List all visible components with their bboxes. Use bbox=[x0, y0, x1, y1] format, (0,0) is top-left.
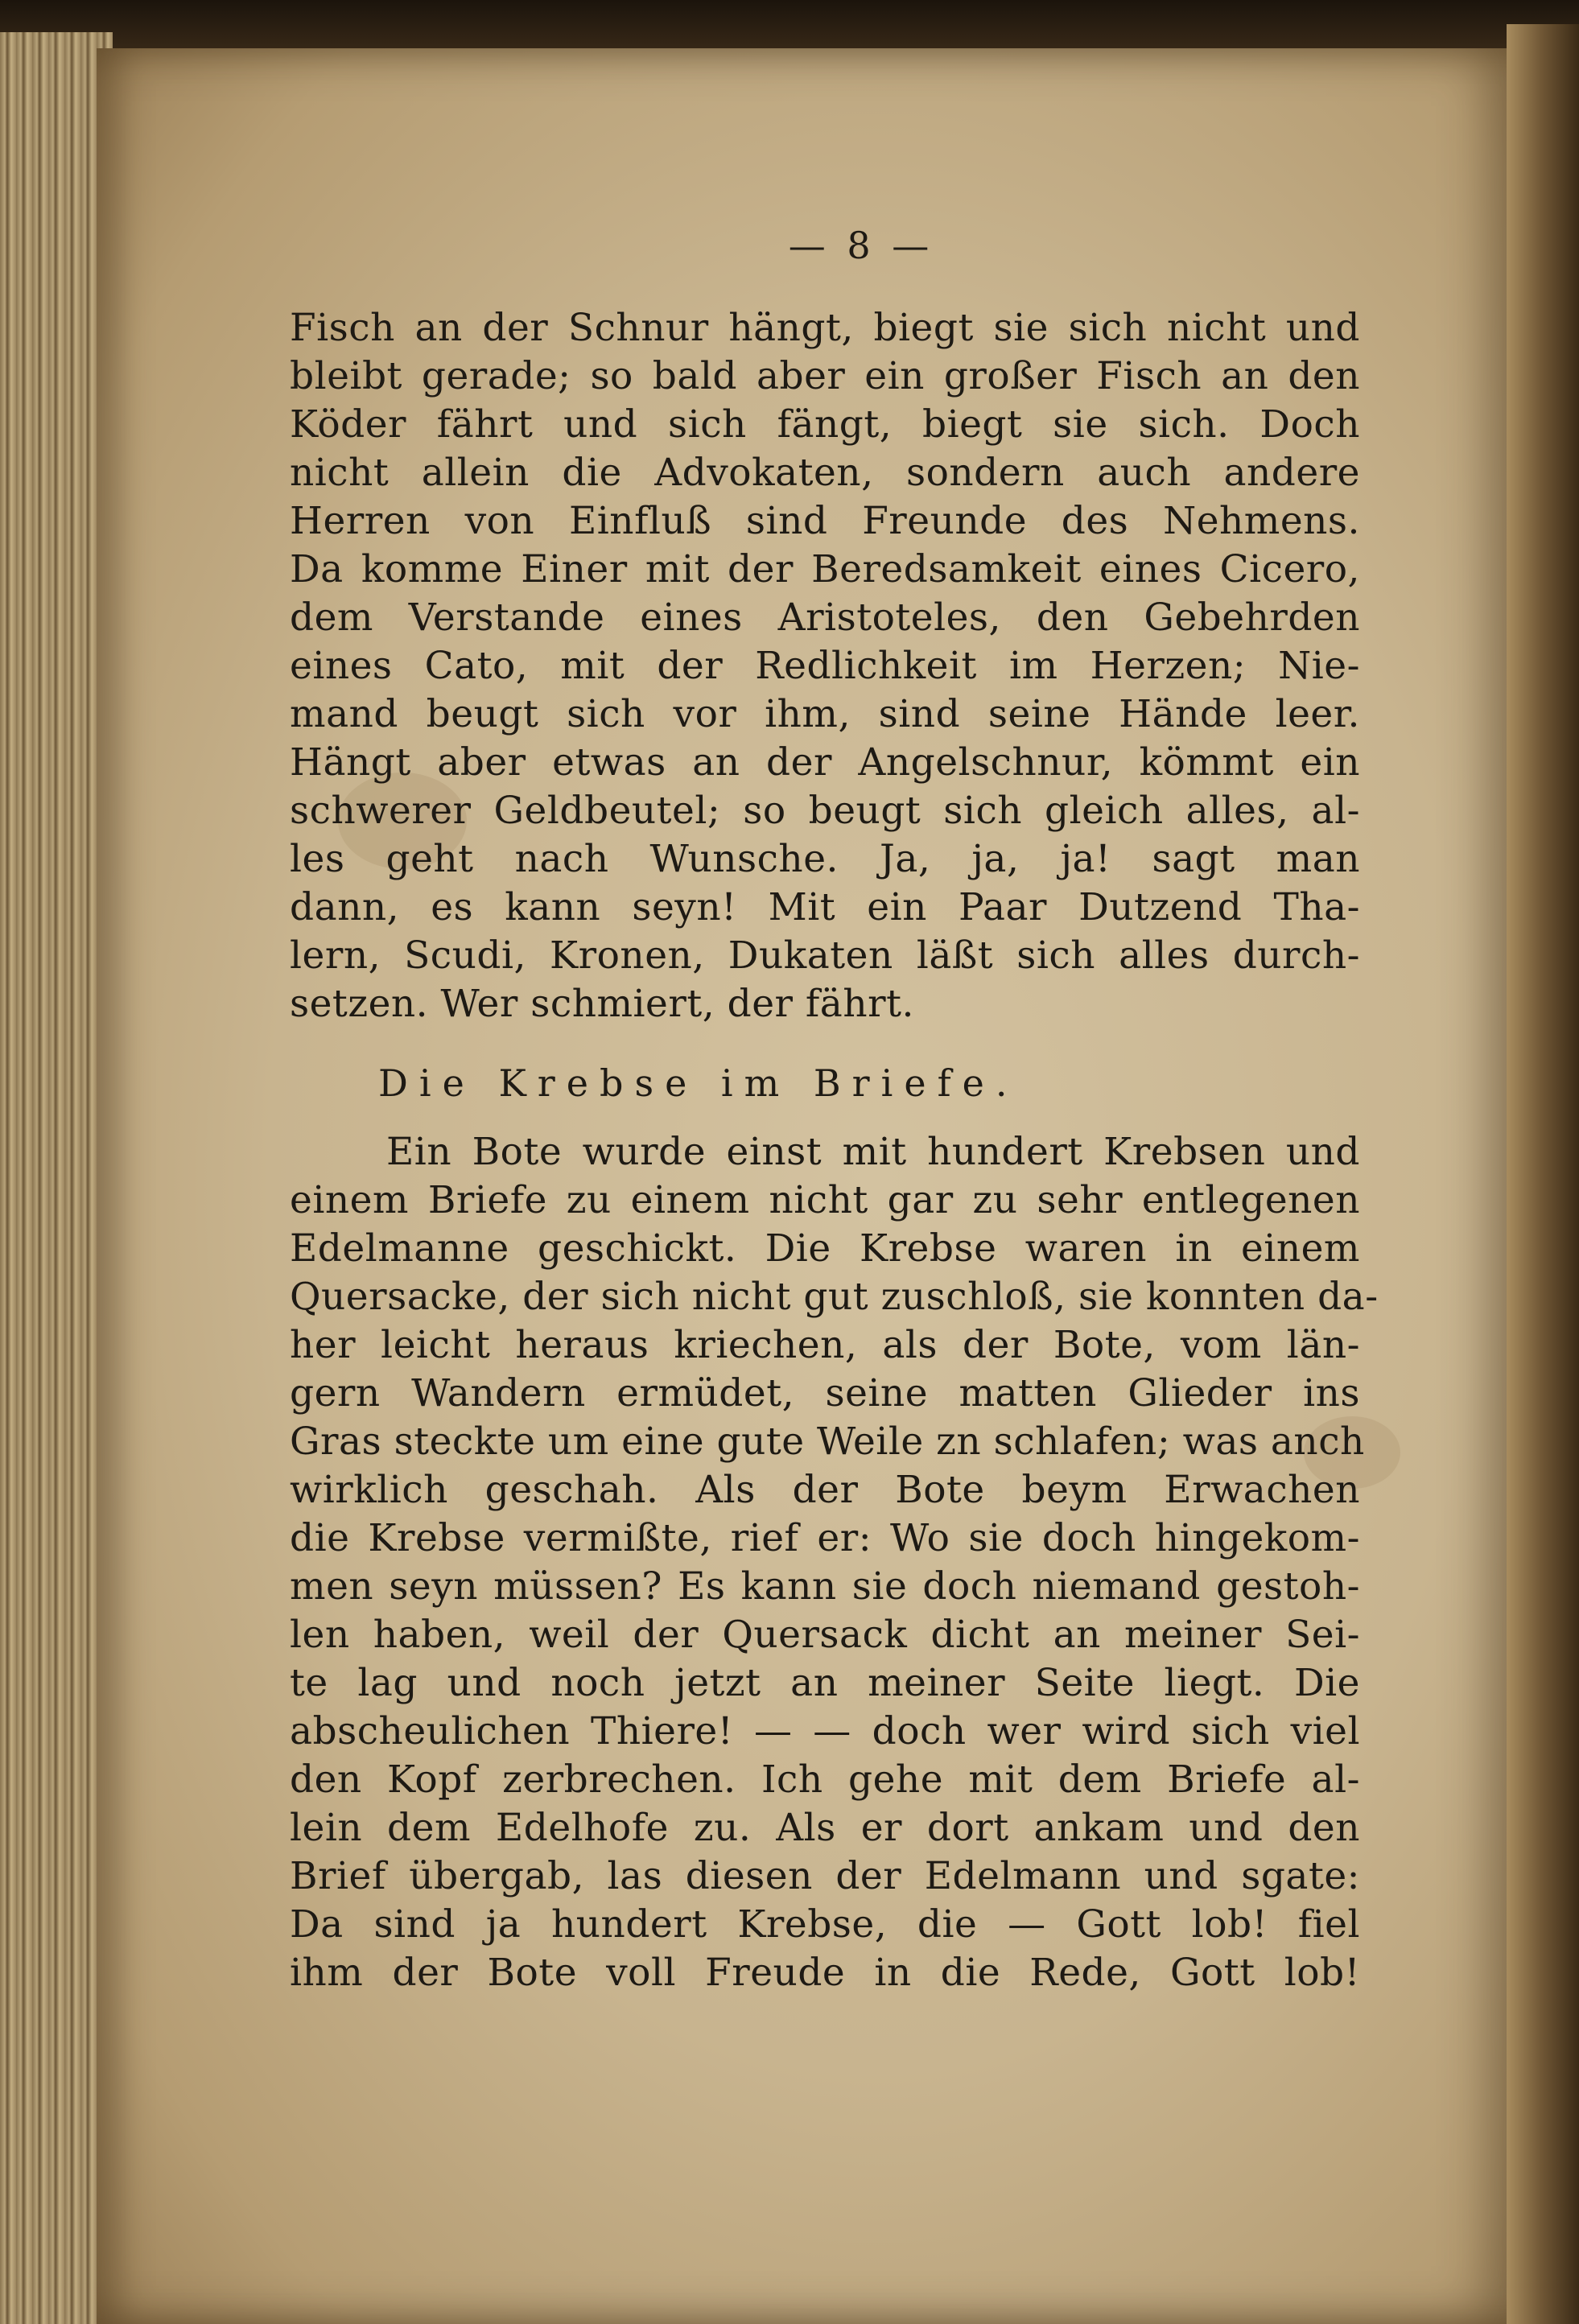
paragraph bbox=[290, 304, 1360, 1028]
text-line: Hängt aber etwas an der Angelschnur, kömmt ein bbox=[290, 740, 1360, 785]
text-line: setzen. Wer schmiert, der fährt. bbox=[290, 982, 914, 1026]
text-line: Ein Bote wurde einst mit hundert Krebsen und bbox=[386, 1130, 1360, 1174]
text-line: gern Wandern ermüdet, seine matten Glieder ins bbox=[290, 1371, 1360, 1415]
text-line: lern, Scudi, Kronen, Dukaten läßt sich alles durch- bbox=[290, 933, 1360, 978]
text-line: her leicht heraus kriechen, als der Bote, vom län- bbox=[290, 1323, 1360, 1367]
text-line: abscheulichen Thiere! — — doch wer wird sich viel bbox=[290, 1709, 1360, 1753]
text-line: Brief übergab, las diesen der Edelmann und sgate: bbox=[290, 1854, 1360, 1898]
text-line: nicht allein die Advokaten, sondern auch andere bbox=[290, 451, 1360, 495]
text-line: Herren von Einfluß sind Freunde des Nehmens. bbox=[290, 499, 1360, 543]
text-line: eines Cato, mit der Redlichkeit im Herzen; Nie- bbox=[290, 644, 1360, 688]
text-line: die Krebse vermißte, rief er: Wo sie doch hingekom- bbox=[290, 1516, 1360, 1560]
text-line: schwerer Geldbeutel; so beugt sich gleich alles, al- bbox=[290, 789, 1360, 833]
text-line: Gras steckte um eine gute Weile zn schlafen; was anch bbox=[290, 1420, 1365, 1464]
text-line: len haben, weil der Quersack dicht an meiner Sei- bbox=[290, 1613, 1360, 1657]
text-line: Da sind ja hundert Krebse, die — Gott lob! fiel bbox=[290, 1902, 1360, 1947]
paragraph bbox=[290, 1128, 1379, 1997]
text-line: dem Verstande eines Aristoteles, den Gebehrden bbox=[290, 595, 1360, 640]
text-line: Fisch an der Schnur hängt, biegt sie sich nicht und bbox=[290, 306, 1360, 350]
page-stack-edges bbox=[0, 32, 113, 2324]
text-line: Da komme Einer mit der Beredsamkeit eines Cicero, bbox=[290, 547, 1360, 591]
text-line: mand beugt sich vor ihm, sind seine Hände leer. bbox=[290, 692, 1360, 736]
text-line: lein dem Edelhofe zu. Als er dort ankam und den bbox=[290, 1806, 1360, 1850]
text-line: einem Briefe zu einem nicht gar zu sehr entlegenen bbox=[290, 1178, 1360, 1222]
text-line: wirklich geschah. Als der Bote beym Erwachen bbox=[290, 1468, 1360, 1512]
text-line: les geht nach Wunsche. Ja, ja, ja! sagt man bbox=[290, 837, 1360, 881]
page-number: — 8 — bbox=[788, 224, 934, 267]
text-line: men seyn müssen? Es kann sie doch niemand gestoh- bbox=[290, 1564, 1360, 1609]
text-line: bleibt gerade; so bald aber ein großer Fisch an den bbox=[290, 354, 1360, 398]
section-heading: Die Krebse im Briefe. bbox=[378, 1061, 1019, 1105]
text-line: Quersacke, der sich nicht gut zuschloß, sie konnten da- bbox=[290, 1275, 1379, 1319]
text-block bbox=[290, 304, 1379, 1997]
text-line: Köder fährt und sich fängt, biegt sie sich. Doch bbox=[290, 402, 1360, 447]
book-gutter bbox=[1507, 24, 1579, 2324]
text-line: ihm der Bote voll Freude in die Rede, Gott lob! bbox=[290, 1951, 1360, 1995]
text-line: Edelmanne geschickt. Die Krebse waren in einem bbox=[290, 1226, 1360, 1271]
text-line: den Kopf zerbrechen. Ich gehe mit dem Briefe al- bbox=[290, 1757, 1360, 1802]
text-line: te lag und noch jetzt an meiner Seite liegt. Die bbox=[290, 1661, 1360, 1705]
text-line: dann, es kann seyn! Mit ein Paar Dutzend Tha- bbox=[290, 885, 1360, 929]
